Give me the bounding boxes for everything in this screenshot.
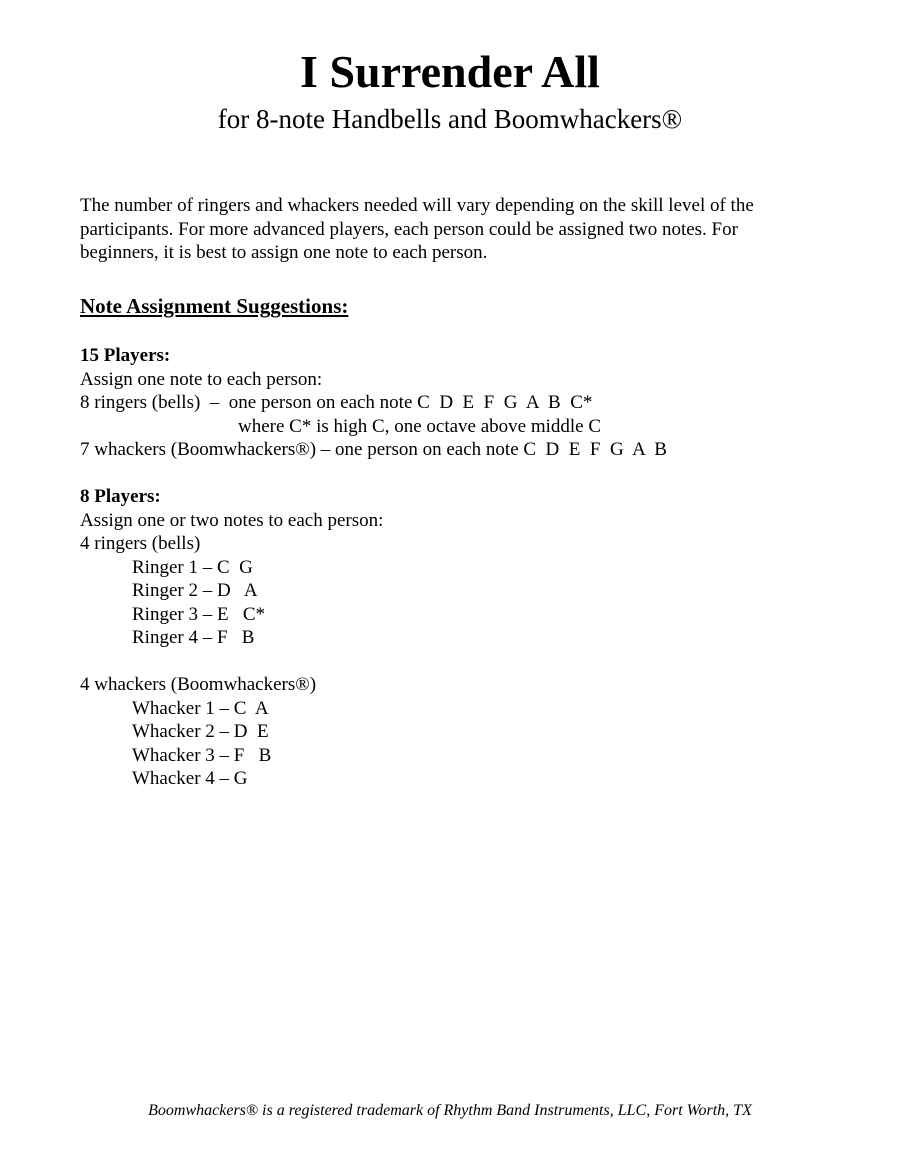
intro-paragraph: The number of ringers and whackers needed will vary depending on the skill level of the participants. For more advanced players, each person could be assigned two notes. For beginners, it is best to assign one note to each person. [80,195,754,263]
ringer-item: Ringer 3 – E C* [132,603,265,625]
ringer-item: Ringer 2 – D A [132,580,258,601]
whacker-item: Whacker 2 – D E [132,721,269,742]
ringer-item: Ringer 1 – C G [132,556,253,578]
page-subtitle: for 8-note Handbells and Boomwhackers® [217,104,683,134]
eight-players-assign: Assign one or two notes to each person: [80,509,384,531]
ringers-label: 4 ringers (bells) [80,533,201,554]
whacker-item: Whacker 3 – F B [132,744,272,766]
fifteen-players-whackers: 7 whackers (Boomwhackers®) – one person on each note C D E F G A B [80,439,667,460]
section-heading: Note Assignment Suggestions: [80,294,349,318]
fifteen-players-assign: Assign one note to each person: [80,368,323,390]
fifteen-players-note: where C* is high C, one octave above middle C [238,415,602,437]
eight-players-section [80,485,840,791]
fifteen-players-heading: 15 Players: [80,345,171,366]
whacker-item: Whacker 1 – C A [132,697,269,719]
ringer-item: Ringer 4 – F B [132,627,255,648]
eight-players-heading: 8 Players: [80,486,161,507]
whackers-label: 4 whackers (Boomwhackers®) [80,674,317,695]
fifteen-players-ringers: 8 ringers (bells) – one person on each note C D E F G A B C* [80,392,593,413]
whacker-item: Whacker 4 – G [132,768,248,789]
page-title: I Surrender All [300,46,600,97]
fifteen-players-section [80,344,840,462]
spacer [80,650,840,674]
trademark-footer: Boomwhackers® is a registered trademark of Rhythm Band Instruments, LLC, Fort Worth, TX [148,1102,752,1119]
